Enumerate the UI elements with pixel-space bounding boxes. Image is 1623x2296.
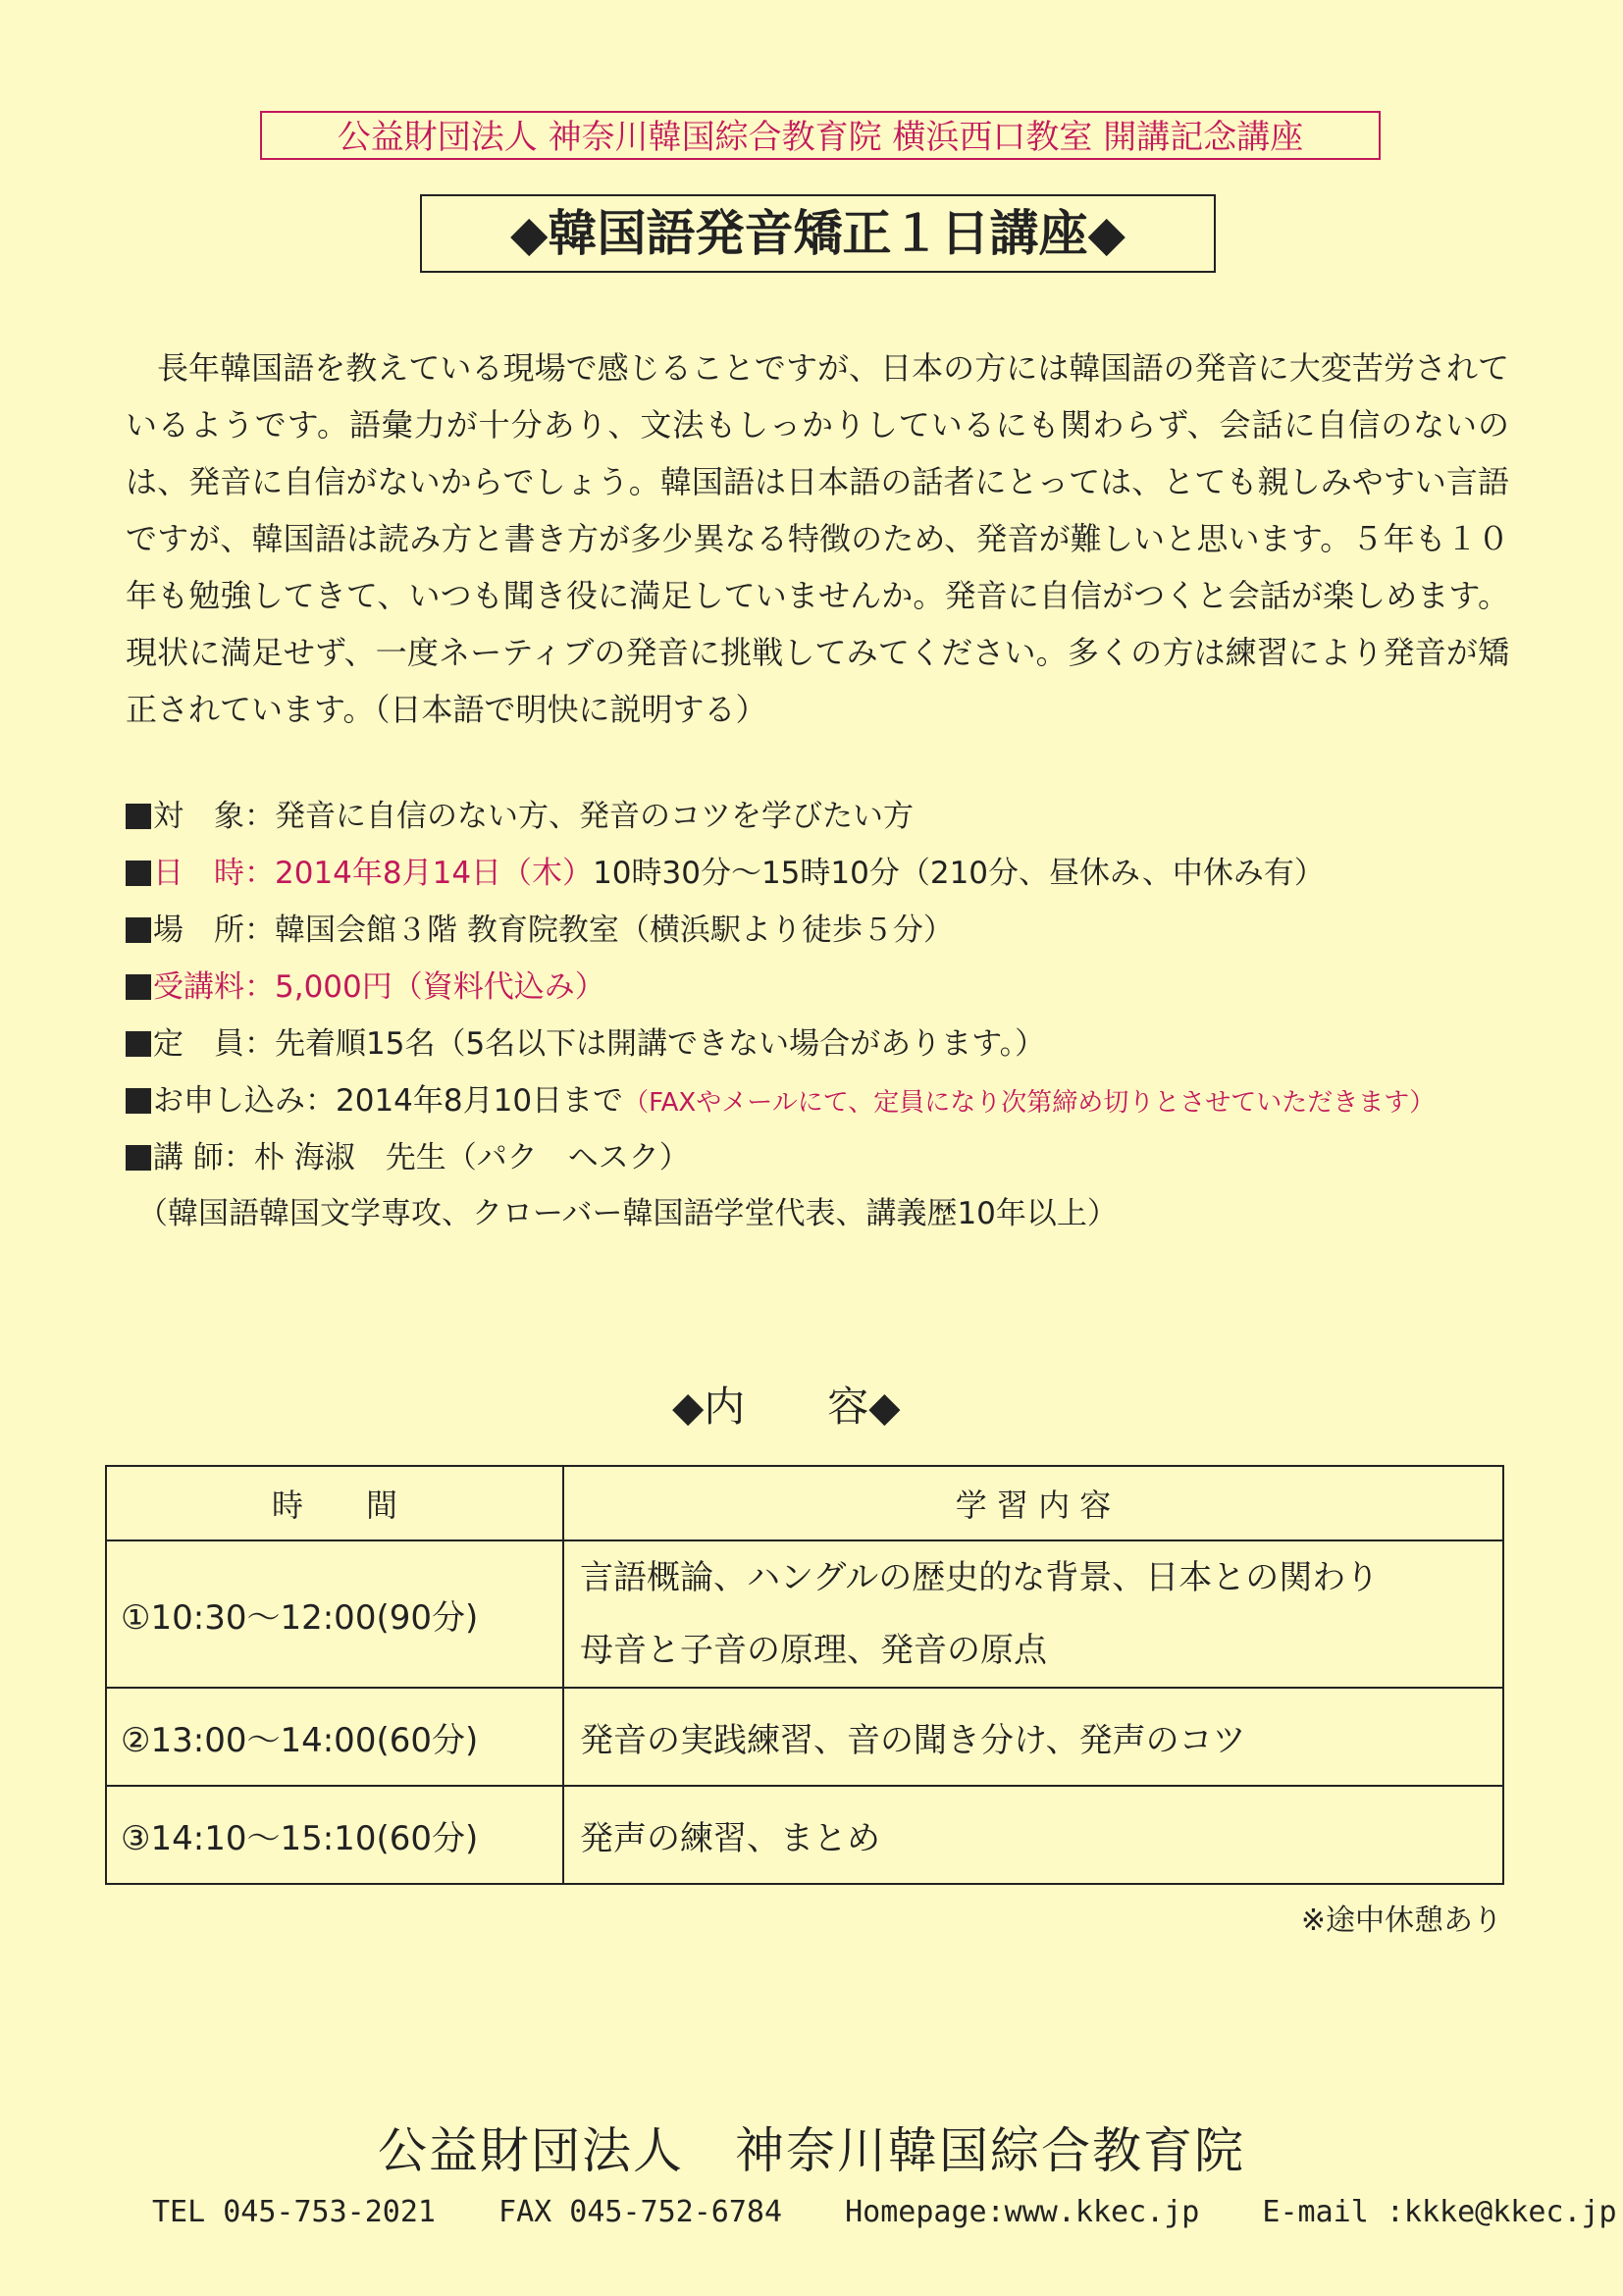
footer-organization: 公益財団法人 神奈川韓国綜合教育院	[378, 2122, 1245, 2179]
info-place	[126, 911, 954, 950]
content-heading: ◆内 容◆	[672, 1383, 901, 1431]
info-place-value: 韓国会館３階 教育院教室（横浜駅より徒歩５分）	[275, 913, 954, 948]
column-header-time: 時 間	[106, 1466, 563, 1540]
square-bullet-icon	[126, 1145, 151, 1171]
footer-homepage: Homepage:www.kkec.jp	[845, 2195, 1200, 2229]
square-bullet-icon	[126, 861, 151, 886]
info-date-value: 2014年8月14日（木）	[275, 856, 594, 891]
info-target-label: 対 象：	[153, 799, 275, 834]
info-date-time: 10時30分～15時10分（210分、昼休み、中休み有）	[593, 856, 1325, 891]
info-teacher-profile: （韓国語韓国文学専攻、クローバー韓国語学堂代表、講義歴10年以上）	[137, 1196, 1118, 1231]
info-fee-label: 受講料：	[153, 969, 275, 1005]
info-date-label: 日 時：	[153, 856, 275, 891]
time-cell: ①10:30～12:00(90分)	[106, 1540, 563, 1688]
page-title: ◆韓国語発音矯正１日講座◆	[420, 194, 1216, 273]
footer-contact	[152, 2195, 1617, 2229]
square-bullet-icon	[126, 804, 151, 829]
table-row	[106, 1540, 1503, 1688]
intro-paragraph: 長年韓国語を教えている現場で感じることですが、日本の方には韓国語の発音に大変苦労されているようです。語彙力が十分あり、文法もしっかりしているにも関わらず、会話に自信のないのは、発音に自信がないからでしょう。韓国語は日本語の話者にとっては、とても親しみやすい言語ですが、韓国語は読み方と書き方が多少異なる特徴のため、発音が難しいと思います。５年も１０年も勉強してきて、いつも聞き役に満足していませんか。発音に自信がつくと会話が楽しめます。現状に満足せず、一度ネーティブの発音に挑戦してみてください。多くの方は練習により発音が矯正されています。（日本語で明快に説明する）	[126, 349, 1509, 728]
info-date	[126, 854, 1325, 893]
content-cell: 発音の実践練習、音の聞き分け、発声のコツ	[563, 1688, 1503, 1786]
footer-fax: FAX 045-752-6784	[498, 2195, 783, 2229]
square-bullet-icon	[126, 917, 151, 943]
header-banner: 公益財団法人 神奈川韓国綜合教育院 横浜西口教室 開講記念講座	[260, 111, 1381, 160]
break-note: ※途中休憩あり	[1300, 1904, 1502, 1938]
info-apply-note: （FAXやメールにて、定員になり次第締め切りとさせていただきます）	[623, 1088, 1436, 1118]
info-capacity-label: 定 員：	[153, 1026, 275, 1062]
info-capacity	[126, 1024, 1045, 1064]
content-cell: 発声の練習、まとめ	[563, 1786, 1503, 1884]
info-apply	[126, 1081, 1435, 1122]
time-cell: ③14:10～15:10(60分)	[106, 1786, 563, 1884]
table-row	[106, 1688, 1503, 1786]
time-cell: ②13:00～14:00(60分)	[106, 1688, 563, 1786]
footer-tel: TEL 045-753-2021	[152, 2195, 436, 2229]
content-line: 母音と子音の原理、発音の原点	[580, 1631, 1047, 1670]
info-apply-value: 2014年8月10日まで	[336, 1083, 624, 1119]
info-apply-label: お申し込み：	[153, 1083, 336, 1119]
info-teacher-label: 講 師：	[153, 1140, 254, 1175]
content-cell	[563, 1540, 1503, 1688]
info-place-label: 場 所：	[153, 913, 275, 948]
info-fee-value: 5,000円（資料代込み）	[275, 969, 605, 1005]
square-bullet-icon	[126, 974, 151, 1000]
table-row	[106, 1786, 1503, 1884]
info-target-value: 発音に自信のない方、発音のコツを学びたい方	[275, 799, 914, 834]
info-teacher	[126, 1138, 690, 1177]
info-teacher-value: 朴 海淑 先生（パク ヘスク）	[253, 1140, 690, 1175]
info-capacity-value: 先着順15名（5名以下は開講できない場合があります。）	[275, 1026, 1046, 1062]
column-header-content: 学 習 内 容	[563, 1466, 1503, 1540]
footer-email: E-mail :kkke@kkec.jp	[1262, 2195, 1617, 2229]
info-target	[126, 797, 914, 836]
content-line: 言語概論、ハングルの歴史的な背景、日本との関わり	[580, 1558, 1380, 1597]
schedule-table	[105, 1465, 1504, 1885]
square-bullet-icon	[126, 1088, 151, 1114]
table-header-row	[106, 1466, 1503, 1540]
info-fee	[126, 967, 605, 1007]
square-bullet-icon	[126, 1031, 151, 1057]
